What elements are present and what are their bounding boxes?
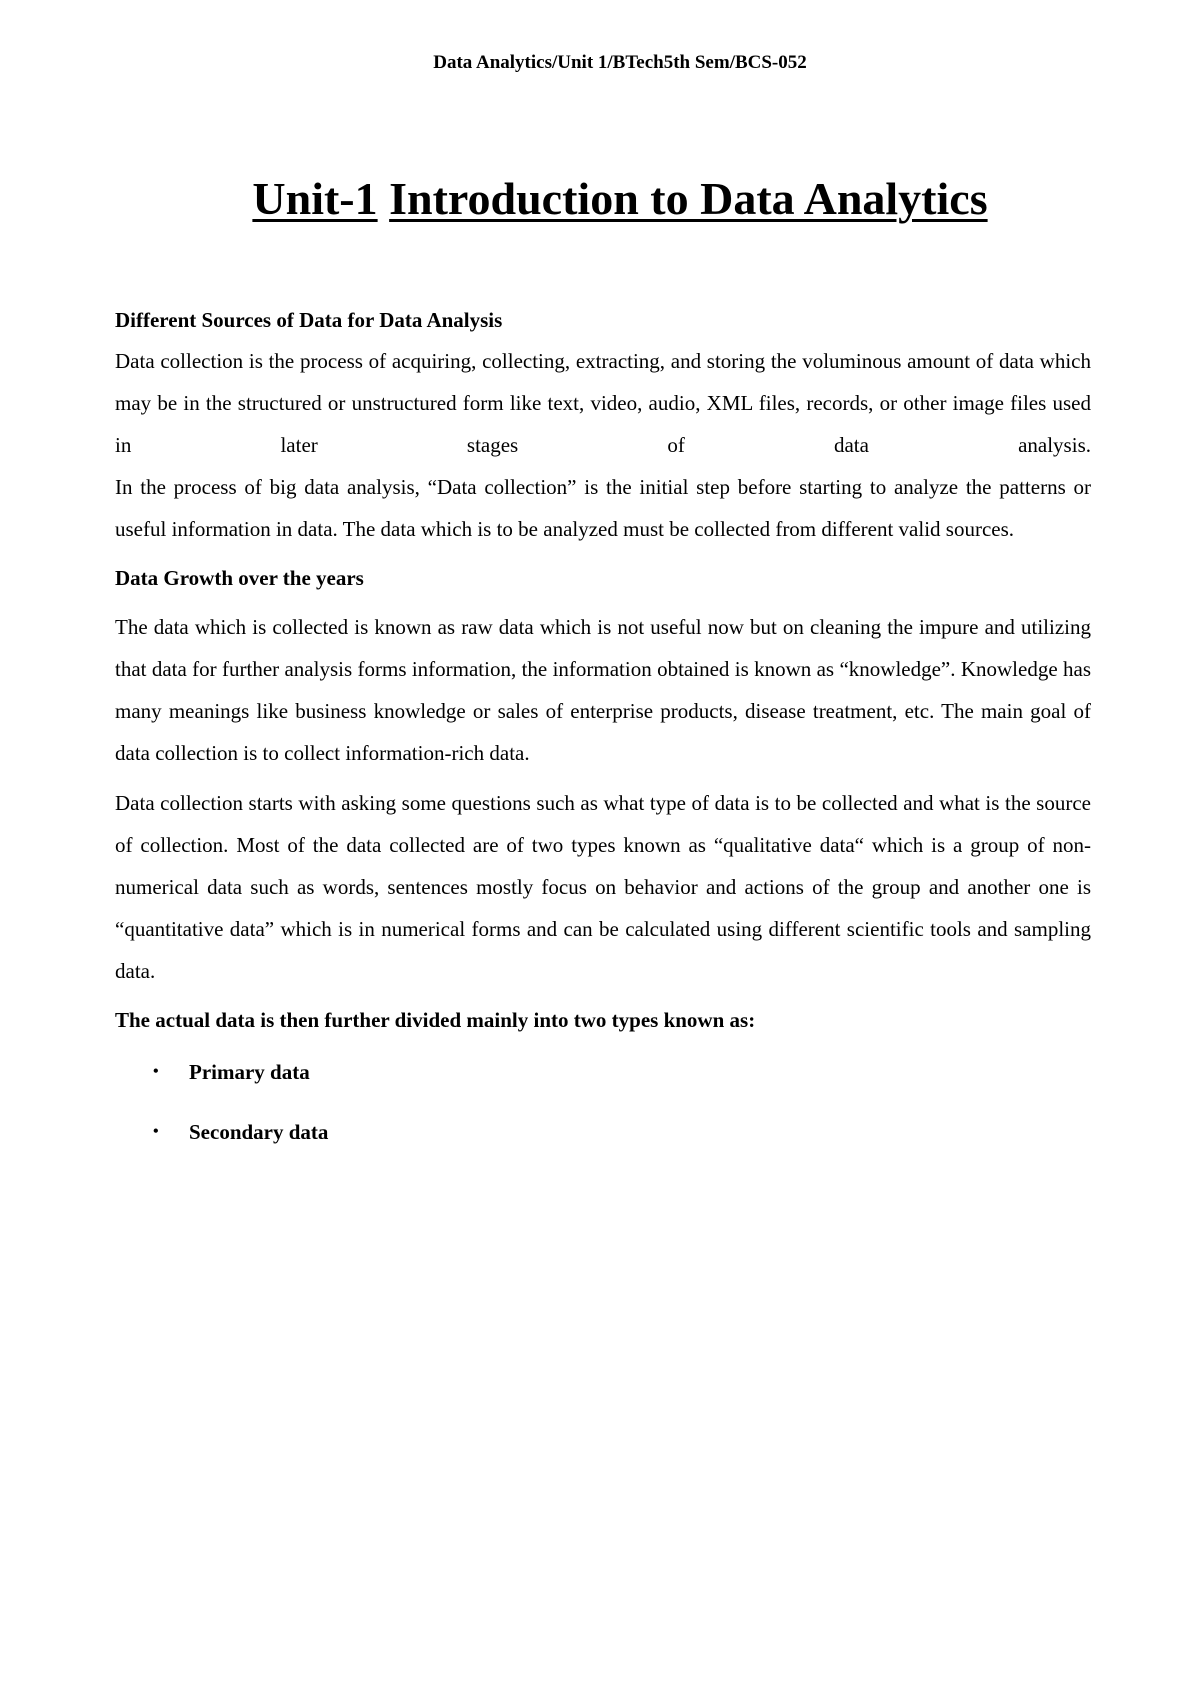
data-types-list: [115, 1052, 1091, 1152]
bullet-icon: •: [153, 1063, 159, 1080]
bullet-icon: •: [153, 1123, 159, 1140]
sources-paragraph-part1: Data collection is the process of acquiring, collecting, extracting, and storing the voluminous amount of data which may be in the structured or unstructured form like text, video, audio, XML files, records, or other image files used in later stages of data analysis.: [115, 349, 1091, 457]
list-item-label: Primary data: [189, 1060, 310, 1084]
list-item-primary-data: [115, 1052, 1091, 1092]
section-heading-growth: Data Growth over the years: [115, 566, 364, 590]
types-lead: The actual data is then further divided mainly into two types known as:: [115, 1008, 756, 1032]
title-unit: Unit-1: [252, 173, 378, 224]
list-item-label: Secondary data: [189, 1120, 329, 1144]
page-title: [0, 172, 1200, 225]
title-separator: [378, 173, 390, 224]
list-item-secondary-data: [115, 1112, 1091, 1152]
sources-paragraph-part2: In the process of big data analysis, “Data collection” is the initial step before starting to analyze the patterns or useful information in data. The data which is to be analyzed must be collected from different valid sources.: [115, 475, 1091, 541]
document-body: [115, 300, 1091, 1172]
section-heading-sources: Different Sources of Data for Data Analysis: [115, 308, 503, 332]
running-header: Data Analytics/Unit 1/BTech5th Sem/BCS-052: [433, 52, 807, 73]
growth-paragraph-1: The data which is collected is known as raw data which is not useful now but on cleaning the impure and utilizing that data for further analysis forms information, the information obtained is known as “knowledge”. Knowledge has many meanings like business knowledge or sales of enterprise products, disease treatment, etc. The main goal of data collection is to collect information-rich data.: [115, 615, 1091, 765]
growth-paragraph-2: Data collection starts with asking some questions such as what type of data is to be collected and what is the source of collection. Most of the data collected are of two types known as “qualitative data“ which is a group of non-numerical data such as words, sentences mostly focus on behavior and actions of the group and another one is “quantitative data” which is in numerical forms and can be calculated using different scientific tools and sampling data.: [115, 791, 1091, 983]
title-name: Introduction to Data Analytics: [389, 173, 988, 224]
